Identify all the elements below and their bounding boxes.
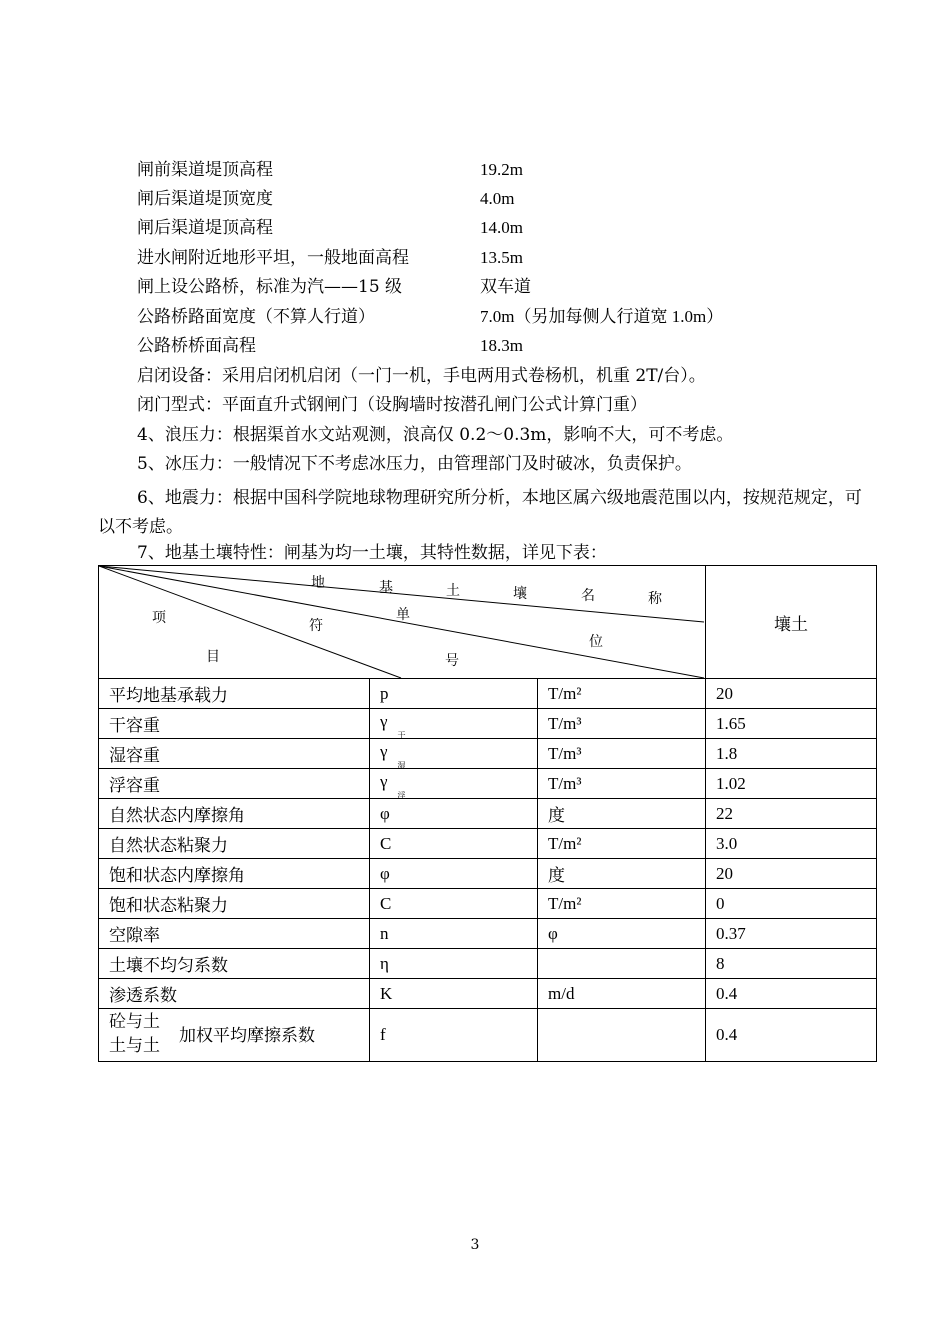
spec-value: 双车道 (480, 277, 531, 296)
spec-label: 公路桥桥面高程 (137, 336, 256, 356)
header-label: 符 (309, 618, 323, 634)
header-label: 基 (379, 580, 393, 596)
property-symbol: C (370, 889, 538, 919)
spec-value: 7.0m（另加每侧人行道宽 1.0m） (480, 307, 724, 326)
header-label: 称 (648, 591, 662, 607)
spec-value: 14.0m (480, 218, 523, 237)
property-value: 20 (706, 859, 877, 889)
table-row (99, 739, 877, 769)
quake-paragraph: 6、地震力：根据中国科学院地球物理研究所分析，本地区属六级地震范围以内，按规范规定，可以不考虑。 (98, 488, 862, 537)
property-name: 土壤不均匀系数 (99, 949, 370, 979)
property-value: 1.65 (706, 709, 877, 739)
table-row-friction (99, 1009, 877, 1062)
friction-name-block (99, 1009, 369, 1061)
property-symbol: γ (380, 772, 388, 792)
property-unit: T/m³ (538, 709, 706, 739)
property-symbol: n (370, 919, 538, 949)
spec-value: 18.3m (480, 336, 523, 355)
property-symbol: p (370, 679, 538, 709)
property-value: 0.4 (706, 979, 877, 1009)
table-row (99, 709, 877, 739)
property-symbol: γ (380, 742, 388, 762)
header-label: 土 (446, 583, 460, 599)
header-label: 项 (152, 610, 166, 626)
property-unit: φ (538, 919, 706, 949)
symbol-subscript: 湿 (397, 760, 406, 770)
friction-pairs (109, 1010, 160, 1058)
page-number: 3 (470, 1237, 480, 1253)
soil-properties-table (98, 565, 877, 1062)
spec-label: 进水闸附近地形平坦，一般地面高程 (137, 248, 409, 268)
property-name: 平均地基承载力 (99, 679, 370, 709)
property-symbol-cell (370, 709, 538, 739)
header-label: 名 (581, 588, 595, 604)
property-symbol-cell (370, 769, 538, 799)
table-row (99, 679, 877, 709)
table-row (99, 799, 877, 829)
friction-name-cell (99, 1009, 370, 1062)
table-row (99, 829, 877, 859)
property-unit: T/m² (538, 829, 706, 859)
spec-label: 公路桥路面宽度（不算人行道） (137, 307, 375, 327)
gate-paragraph: 闭门型式：平面直升式钢闸门（设胸墙时按潜孔闸门公式计算门重） (137, 395, 647, 415)
property-symbol: f (370, 1009, 538, 1062)
property-symbol: γ (380, 712, 388, 732)
ice-paragraph: 5、冰压力：一般情况下不考虑冰压力，由管理部门及时破冰，负责保护。 (137, 454, 692, 474)
symbol-subscript: 干 (397, 730, 406, 740)
property-symbol: φ (370, 859, 538, 889)
property-value: 22 (706, 799, 877, 829)
property-unit (538, 949, 706, 979)
table-row (99, 919, 877, 949)
spec-value: 19.2m (480, 160, 523, 179)
property-symbol-cell (370, 739, 538, 769)
property-value: 0.37 (706, 919, 877, 949)
diagonal-header-cell (99, 566, 706, 679)
soil-intro-paragraph: 7、地基土壤特性：闸基为均一土壤，其特性数据，详见下表： (137, 543, 607, 563)
header-label: 壤 (513, 586, 527, 602)
property-name: 饱和状态内摩擦角 (99, 859, 370, 889)
property-unit: T/m³ (538, 739, 706, 769)
property-name: 自然状态粘聚力 (99, 829, 370, 859)
property-unit: m/d (538, 979, 706, 1009)
soil-name-header: 壤土 (706, 566, 877, 679)
property-unit: 度 (538, 799, 706, 829)
spec-label: 闸后渠道堤顶宽度 (137, 189, 273, 209)
property-name: 湿容重 (99, 739, 370, 769)
property-name: 饱和状态粘聚力 (99, 889, 370, 919)
property-name: 干容重 (99, 709, 370, 739)
friction-pair-concrete-soil: 砼与土 (109, 1012, 160, 1032)
hoist-paragraph: 启闭设备：采用启闭机启闭（一门一机，手电两用式卷杨机，机重 2T/台）。 (137, 366, 706, 386)
spec-value: 13.5m (480, 248, 523, 267)
header-label: 地 (311, 575, 325, 591)
property-unit: 度 (538, 859, 706, 889)
property-unit: T/m³ (538, 769, 706, 799)
property-symbol: K (370, 979, 538, 1009)
property-unit (538, 1009, 706, 1062)
property-symbol: C (370, 829, 538, 859)
table-row (99, 949, 877, 979)
property-value: 3.0 (706, 829, 877, 859)
table-row (99, 889, 877, 919)
spec-label: 闸后渠道堤顶高程 (137, 218, 273, 238)
property-symbol: η (370, 949, 538, 979)
property-name: 渗透系数 (99, 979, 370, 1009)
wave-paragraph: 4、浪压力：根据渠首水文站观测，浪高仅 0.2～0.3m，影响不大，可不考虑。 (137, 425, 734, 445)
table-row (99, 979, 877, 1009)
header-label: 位 (589, 634, 603, 650)
table-row (99, 769, 877, 799)
spec-label: 闸上设公路桥，标准为汽——15 级 (137, 277, 403, 297)
header-label: 目 (206, 649, 220, 665)
property-value: 8 (706, 949, 877, 979)
property-symbol: φ (370, 799, 538, 829)
property-value: 1.02 (706, 769, 877, 799)
property-name: 浮容重 (99, 769, 370, 799)
spec-value: 4.0m (480, 189, 515, 208)
property-name: 自然状态内摩擦角 (99, 799, 370, 829)
property-value: 0.4 (706, 1009, 877, 1062)
property-unit: T/m² (538, 889, 706, 919)
symbol-subscript: 浮 (397, 790, 406, 800)
property-unit: T/m² (538, 679, 706, 709)
spec-label: 闸前渠道堤顶高程 (137, 160, 273, 180)
property-value: 20 (706, 679, 877, 709)
friction-pair-soil-soil: 土与土 (109, 1036, 160, 1056)
header-label: 号 (445, 653, 459, 669)
property-name: 空隙率 (99, 919, 370, 949)
property-value: 1.8 (706, 739, 877, 769)
table-header-row (99, 566, 877, 679)
friction-name: 加权平均摩擦系数 (179, 1026, 315, 1046)
header-label: 单 (396, 607, 410, 623)
table-row (99, 859, 877, 889)
property-value: 0 (706, 889, 877, 919)
